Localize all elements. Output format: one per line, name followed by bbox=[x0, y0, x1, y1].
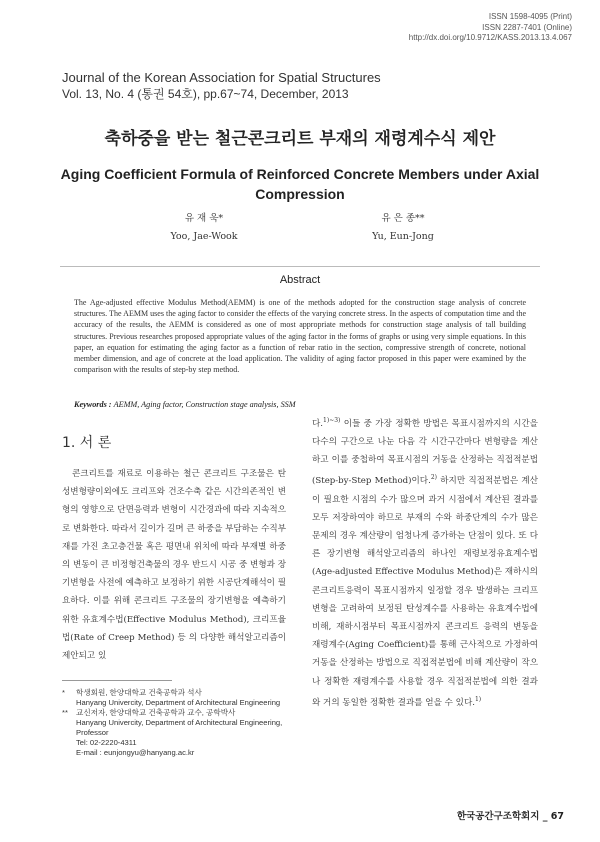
author-1 bbox=[124, 210, 284, 246]
paper-title-english: Aging Coefficient Formula of Reinforced Concrete Members under Axial Compression bbox=[60, 166, 540, 202]
footnote-2-tel: Tel: 02-2220-4311 bbox=[76, 738, 137, 747]
keywords-list: AEMM, Aging factor, Construction stage analysis, SSM bbox=[113, 400, 296, 409]
journal-header bbox=[62, 70, 562, 102]
page-footer: 한국공간구조학회지 _ 67 bbox=[456, 811, 564, 822]
issn-print: ISSN 1598-4095 (Print) bbox=[488, 12, 572, 21]
footnote-2 bbox=[62, 708, 292, 758]
journal-name: Journal of the Korean Association for Spatial Structures bbox=[62, 70, 381, 85]
footnote-1-line-1: 학생회원, 한양대학교 건축공학과 석사 bbox=[76, 688, 202, 697]
keywords-label: Keywords : bbox=[74, 400, 114, 409]
author-2-english: Yu, Eun-Jong bbox=[372, 231, 434, 242]
footnote-2-line-2: Hanyang Univercity, Department of Architectural Engineering, Professor bbox=[76, 718, 283, 737]
footnote-2-line-1: 교신저자, 한양대학교 건축공학과 교수, 공학박사 bbox=[76, 708, 236, 717]
author-2 bbox=[323, 210, 483, 246]
footnote-1-mark: * bbox=[62, 688, 65, 697]
body-right-part-a: 다. bbox=[312, 418, 324, 429]
citation-2: 2) bbox=[430, 474, 438, 482]
abstract-heading: Abstract bbox=[279, 274, 321, 286]
body-right-part-b: 이들 중 가장 정확한 방법은 목표시점까지의 시간을 다수의 구간으로 나눈 다음 각 시간구간마다 변형량을 계산하고 이를 중첩하여 목표시점의 거동을 산정하는 직접적분법(Step-by-Step Method)이다. bbox=[312, 418, 538, 487]
abstract-text: The Age-adjusted effective Modulus Method(AEMM) is one of the methods adopted for the construction stage analysis of concrete structures. The AEMM uses the aging factor to consider the effects of the varying concrete stress. In the aspects of computation time and the accuracy of the results, the AEMM is considered as one of most appropriate methods for construction stage analysis of tall building structures. Previous researches proposed appropriate values of the aging factor in the forms of graphs or using very simple equations. In this paper, an equation for estimating the aging factor as a function of rebar ratio in the section, compressive strength of concrete, notional member dimension, and age of concrete at the load application. The validity of aging factor proposed in this paper were examined by the comparison with the results of step-by step method. bbox=[74, 298, 526, 375]
citation-1: 1) bbox=[474, 695, 482, 703]
citation-1-3: 1)~3) bbox=[323, 417, 341, 424]
body-left-column: 콘크리트를 재료로 이용하는 철근 콘크리트 구조물은 탄성변형량이외에도 크리프와 건조수축 같은 시간의존적인 변형의 영향으로 단면응력과 변형이 시간경과에 따라 지속적으로 변화한다. 따라서 길이가 길며 큰 하중을 부담하는 수직부재를 가진 초고층건물 혹은 평면내 위치에 따라 부재별 하중의 변동이 큰 비정형건축물의 경우 반드시 시공 중 변형과 장기변형을 사전에 예측하고 보정하기 위한 시공단계해석이 필요하다. 이를 위해 콘크리트 구조물의 장기변형을 예측하기 위한 유효계수법(Effective Modulus Method), 크리프율법(Rate of Creep Method) 등 의 다양한 해석알고리즘이 제안되고 있 bbox=[62, 469, 286, 662]
author-2-korean: 유 은 종** bbox=[381, 213, 425, 224]
footnotes bbox=[62, 688, 292, 758]
issn-online: ISSN 2287-7401 (Online) bbox=[482, 22, 572, 32]
footnote-2-mark: ** bbox=[62, 708, 68, 717]
footnote-1 bbox=[62, 688, 292, 708]
doi-link[interactable]: http://dx.doi.org/10.9712/KASS.2013.13.4.067 bbox=[408, 33, 572, 42]
author-1-english: Yoo, Jae-Wook bbox=[170, 231, 238, 242]
body-right-column bbox=[312, 412, 538, 712]
paper-title-korean: 축하중을 받는 철근콘크리트 부재의 재령계수식 제안 bbox=[104, 129, 496, 149]
issn-block bbox=[312, 12, 572, 44]
footnote-1-line-2: Hanyang Univercity, Department of Architectural Engineering bbox=[76, 698, 281, 707]
body-right-part-c: 하지만 직접적분법은 계산이 필요한 시점의 수가 많으며 과거 시점에서 계산된 결과를 모두 저장하여야 하므로 부재의 수와 하중단계의 수가 많은 문제의 경우 계산량이 엄청나게 증가하는 단점이 있다. 또 다른 장기변형 해석알고리즘의 하나인 재령보정유효계수법(Age-adjusted Effective Modulus Method)은 재하시의 콘크리트응력이 목표시점까지 일정할 경우 발생하는 크리프변형을 고려하여 보정된 탄성계수를 사용하는 유효계수법에 비해, 재하시점부터 목표시점까지 콘크리트 응력의 변동을 재령계수(Aging Coefficient)를 통해 근사적으로 가정하여 거동을 산정하는 방법으로 직접적분법에 비해 계산량이 작으나 정확한 재령계수를 사용할 경우 직접적분법에 의한 결과와 거의 동일한 정확한 결과를 얻을 수 있다. bbox=[312, 476, 539, 708]
footnote-divider bbox=[62, 680, 172, 681]
section-heading-introduction: 1. 서 론 bbox=[62, 435, 112, 451]
keywords bbox=[74, 400, 526, 409]
footnote-2-email[interactable]: E-mail : eunjongyu@hanyang.ac.kr bbox=[76, 748, 195, 757]
journal-volume: Vol. 13, No. 4 (통권 54호), pp.67~74, December, 2013 bbox=[62, 87, 349, 101]
author-1-korean: 유 재 욱* bbox=[184, 213, 224, 224]
